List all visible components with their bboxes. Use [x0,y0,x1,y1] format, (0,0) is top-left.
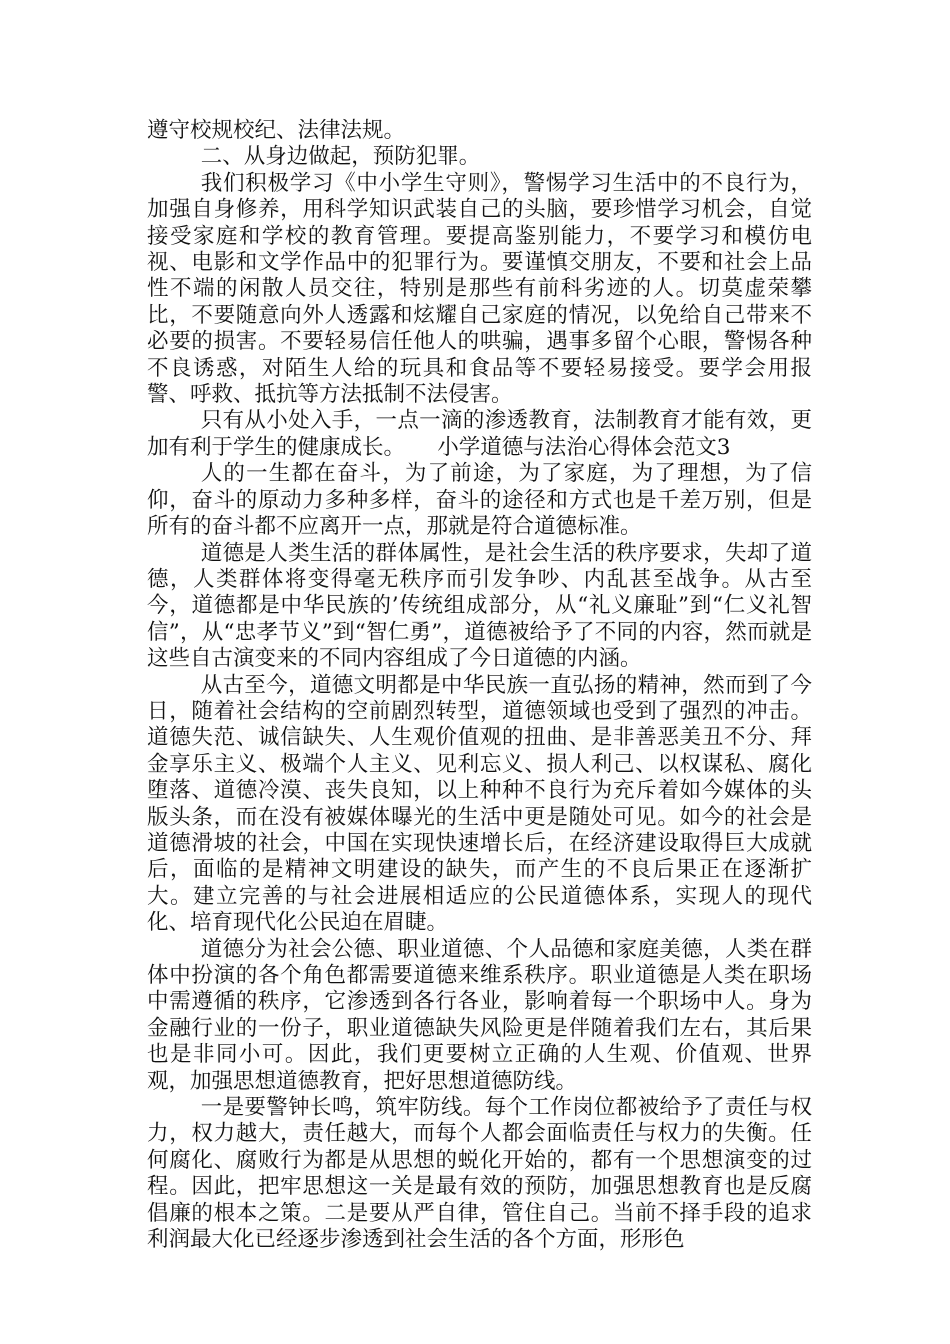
paragraph: 道德分为社会公德、职业道德、个人品德和家庭美德，人类在群体中扮演的各个角色都需要道德来维系秩序。职业道德是人类在职场中需遵循的秩序，它渗透到各行各业，影响着每一个职场中人。身为金融行业的一份子，职业道德缺失风险更是伴随着我们左右，其后果也是非同小可。因此，我们更要树立正确的人生观、价值观、世界观，加强思想道德教育，把好思想道德防线。 [147,936,812,1094]
paragraph: 一是要警钟长鸣，筑牢防线。每个工作岗位都被给予了责任与权力，权力越大，责任越大，而每个人都会面临责任与权力的失衡。任何腐化、腐败行为都是从思想的蜕化开始的，都有一个思想演变的过程。因此，把牢思想这一关是最有效的预防，加强思想教育也是反腐倡廉的根本之策。二是要从严自律，管住自己。当前不择手段的追求利润最大化已经逐步渗透到社会生活的各个方面，形形色 [147,1095,812,1253]
paragraph: 只有从小处入手，一点一滴的渗透教育，法制教育才能有效，更加有利于学生的健康成长。 小学道德与法治心得体会范文3 [147,408,812,460]
paragraph: 从古至今，道德文明都是中华民族一直弘扬的精神，然而到了今日，随着社会结构的空前剧烈转型，道德领域也受到了强烈的冲击。道德失范、诚信缺失、人生观价值观的扭曲、是非善恶美丑不分、拜金享乐主义、极端个人主义、见利忘义、损人利己、以权谋私、腐化堕落、道德冷漠、丧失良知，以上种种不良行为充斥着如今媒体的头版头条，而在没有被媒体曝光的生活中更是随处可见。如今的社会是道德滑坡的社会，中国在实现快速增长后，在经济建设取得巨大成就后，面临的是精神文明建设的缺失，而产生的不良后果正在逐渐扩大。建立完善的与社会进展相适应的公民道德体系，实现人的现代化、培育现代化公民迫在眉睫。 [147,672,812,936]
document-body [147,118,812,1253]
paragraph: 遵守校规校纪、法律法规。 [147,118,406,143]
section-heading: 二、从身边做起，预防犯罪。 [200,144,481,170]
paragraph: 道德是人类生活的群体属性，是社会生活的秩序要求，失却了道德，人类群体将变得毫无秩序而引发争吵、内乱甚至战争。从古至今，道德都是中华民族的’传统组成部分，从“礼义廉耻”到“仁义礼智信”，从“忠孝节义”到“智仁勇”，道德被给予了不同的内容，然而就是这些自古演变来的不同内容组成了今日道德的内涵。 [147,540,812,672]
paragraph: 人的一生都在奋斗，为了前途，为了家庭，为了理想，为了信仰，奋斗的原动力多种多样，奋斗的途径和方式也是千差万别，但是所有的奋斗都不应离开一点，那就是符合道德标准。 [147,461,812,540]
paragraph: 我们积极学习《中小学生守则》，警惕学习生活中的不良行为，加强自身修养，用科学知识武装自己的头脑，要珍惜学习机会，自觉接受家庭和学校的教育管理。要提高鉴别能力，不要学习和模仿电视、电影和文学作品中的犯罪行为。要谨慎交朋友，不要和社会上品性不端的闲散人员交往，特别是那些有前科劣迹的人。切莫虚荣攀比，不要随意向外人透露和炫耀自己家庭的情况，以免给自己带来不必要的损害。不要轻易信任他人的哄骗，遇事多留个心眼，警惕各种不良诱惑，对陌生人给的玩具和食品等不要轻易接受。要学会用报警、呼救、抵抗等方法抵制不法侵害。 [147,170,812,408]
